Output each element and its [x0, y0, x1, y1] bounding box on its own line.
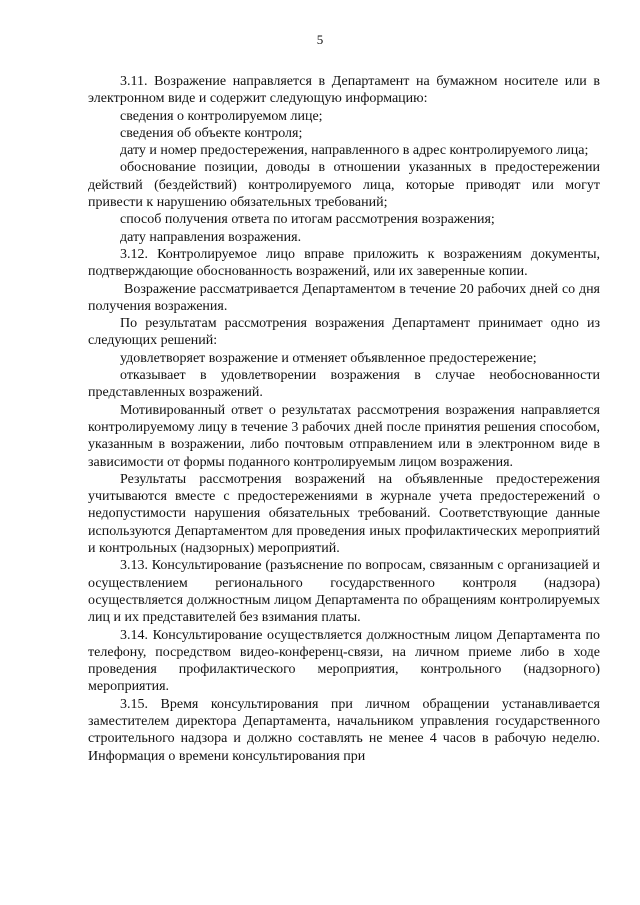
- list-item-justification: обоснование позиции, доводы в отношении указанных в предостережении действий (бездействий) контролируемого лица, которые приводят или могут привести к нарушению обязательных требований;: [88, 160, 600, 211]
- list-item-control-object: сведения об объекте контроля;: [120, 125, 303, 141]
- paragraph-3-15: 3.15. Время консультирования при личном обращении устанавливается заместителем директора Департамента, начальником управления государственного строительного надзора и должно составлять не менее 4 часов в рабочую неделю. Информация о времени консультирования при: [88, 696, 600, 764]
- document-body: [88, 73, 600, 765]
- paragraph-decisions: По результатам рассмотрения возражения Департамент принимает одно из следующих решений:: [88, 316, 600, 349]
- decision-refuse: отказывает в удовлетворении возражения в случае необоснованности представленных возражений.: [88, 368, 600, 401]
- paragraph-reasoned-response: Мотивированный ответ о результатах рассмотрения возражения направляется контролируемому лицу в течение 3 рабочих дней после принятия решения способом, указанным в возражении, либо почтовым отправлением или в электронном виде в зависимости от формы поданного контролируемым лицом возражения.: [88, 402, 600, 470]
- paragraph-review-period: Возражение рассматривается Департаментом в течение 20 рабочих дней со дня получения возражения.: [88, 281, 600, 314]
- paragraph-3-12: 3.12. Контролируемое лицо вправе приложить к возражениям документы, подтверждающие обоснованность возражений, или их заверенные копии.: [88, 246, 600, 280]
- list-item-warning-date-number: дату и номер предостережения, направленного в адрес контролируемого лица;: [120, 143, 589, 159]
- list-item-response-method: способ получения ответа по итогам рассмотрения возражения;: [120, 212, 495, 228]
- decision-satisfy: удовлетворяет возражение и отменяет объявленное предостережение;: [120, 350, 537, 366]
- paragraph-3-11: 3.11. Возражение направляется в Департамент на бумажном носителе или в электронном виде и содержит следующую информацию:: [88, 74, 600, 107]
- paragraph-3-14: 3.14. Консультирование осуществляется должностным лицом Департамента по телефону, посредством видео-конференц-связи, на личном приеме либо в ходе проведения профилактического мероприятия, контрольного (надзорного) мероприятия.: [88, 627, 600, 695]
- list-item-objection-date: дату направления возражения.: [120, 229, 302, 245]
- page-number: 5: [316, 32, 324, 47]
- list-item-controlled-person: сведения о контролируемом лице;: [120, 108, 323, 124]
- paragraph-3-13: 3.13. Консультирование (разъяснение по вопросам, связанным с организацией и осуществлением регионального государственного контроля (надзора) осуществляется должностным лицом Департамента по обращениям контролируемых лиц и их представителей без взимания платы.: [88, 558, 600, 626]
- paragraph-results-accounting: Результаты рассмотрения возражений на объявленные предостережения учитываются вместе с предостережениями в журнале учета предостережений о недопустимости нарушения обязательных требований. Соответствующие данные используются Департаментом для проведения иных профилактических мероприятий и контрольных (надзорных) мероприятий.: [88, 471, 600, 557]
